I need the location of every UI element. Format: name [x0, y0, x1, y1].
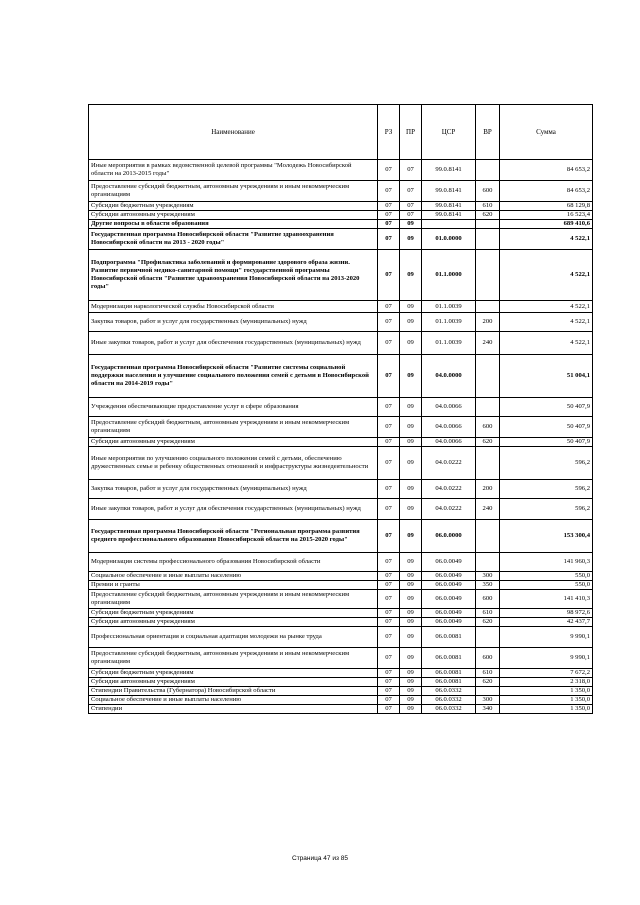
header-name: Наименование [89, 105, 378, 160]
table-row [89, 609, 593, 618]
table-row [89, 627, 593, 648]
cell-name: Предоставление субсидий бюджетным, автономным учреждениям и иным некоммерческим организациям [89, 417, 378, 438]
cell-sum: 68 129,8 [500, 202, 593, 211]
cell-pr: 09 [400, 669, 422, 678]
cell-pr: 09 [400, 438, 422, 447]
cell-rz: 07 [378, 181, 400, 202]
cell-vr: 350 [476, 581, 500, 590]
cell-pr: 09 [400, 447, 422, 480]
cell-sum: 51 004,1 [500, 355, 593, 398]
cell-sum: 9 990,1 [500, 627, 593, 648]
cell-rz: 07 [378, 211, 400, 220]
header-pr: ПР [400, 105, 422, 160]
cell-csr: 06.0.0049 [422, 590, 476, 609]
cell-rz: 07 [378, 627, 400, 648]
cell-name: Государственная программа Новосибирской области "Региональная программа развития среднего профессионального образования Новосибирской области на 2015-2020 годы" [89, 520, 378, 553]
table-row [89, 480, 593, 499]
cell-vr: 340 [476, 705, 500, 714]
cell-sum: 596,2 [500, 480, 593, 499]
table-row [89, 160, 593, 181]
cell-pr: 09 [400, 696, 422, 705]
cell-csr: 01.1.0000 [422, 250, 476, 301]
cell-sum: 50 407,9 [500, 438, 593, 447]
cell-sum: 1 350,0 [500, 687, 593, 696]
cell-pr: 09 [400, 687, 422, 696]
cell-sum: 7 672,2 [500, 669, 593, 678]
cell-vr: 620 [476, 678, 500, 687]
cell-name: Учреждения обеспечивающие предоставление услуг в сфере образования [89, 398, 378, 417]
cell-rz: 07 [378, 220, 400, 229]
cell-rz: 07 [378, 687, 400, 696]
cell-vr: 610 [476, 609, 500, 618]
cell-rz: 07 [378, 332, 400, 355]
cell-name: Закупка товаров, работ и услуг для государственных (муниципальных) нужд [89, 480, 378, 499]
cell-pr: 09 [400, 313, 422, 332]
cell-name: Субсидии автономным учреждениям [89, 438, 378, 447]
cell-name: Профессиональная ориентация и социальная адаптация молодежи на рынке труда [89, 627, 378, 648]
header-rz: РЗ [378, 105, 400, 160]
cell-name: Субсидии бюджетным учреждениям [89, 669, 378, 678]
table-row [89, 687, 593, 696]
cell-sum: 596,2 [500, 447, 593, 480]
table-row [89, 398, 593, 417]
cell-csr [422, 220, 476, 229]
cell-csr: 06.0.0049 [422, 609, 476, 618]
cell-vr [476, 553, 500, 572]
cell-name: Субсидии автономным учреждениям [89, 211, 378, 220]
cell-vr [476, 220, 500, 229]
cell-csr: 06.0.0081 [422, 648, 476, 669]
cell-name: Стипендии Правительства (Губернатора) Новосибирской области [89, 687, 378, 696]
cell-csr: 06.0.0332 [422, 687, 476, 696]
cell-vr: 240 [476, 499, 500, 520]
cell-name: Модернизация наркологической службы Новосибирской области [89, 301, 378, 313]
cell-rz: 07 [378, 301, 400, 313]
cell-name: Субсидии автономным учреждениям [89, 678, 378, 687]
table-row [89, 520, 593, 553]
cell-rz: 07 [378, 553, 400, 572]
cell-csr: 06.0.0081 [422, 678, 476, 687]
table-row [89, 417, 593, 438]
cell-pr: 09 [400, 332, 422, 355]
cell-vr: 620 [476, 438, 500, 447]
cell-vr [476, 687, 500, 696]
cell-name: Премии и гранты [89, 581, 378, 590]
table-row [89, 553, 593, 572]
table-row [89, 669, 593, 678]
cell-csr: 01.1.0039 [422, 313, 476, 332]
cell-csr: 06.0.0049 [422, 618, 476, 627]
cell-sum: 84 653,2 [500, 181, 593, 202]
cell-vr [476, 627, 500, 648]
cell-rz: 07 [378, 313, 400, 332]
cell-pr: 07 [400, 211, 422, 220]
cell-pr: 07 [400, 160, 422, 181]
cell-name: Субсидии бюджетным учреждениям [89, 609, 378, 618]
table-row [89, 229, 593, 250]
table-row [89, 499, 593, 520]
cell-csr: 06.0.0049 [422, 581, 476, 590]
cell-pr: 09 [400, 553, 422, 572]
cell-name: Закупка товаров, работ и услуг для государственных (муниципальных) нужд [89, 313, 378, 332]
table-row [89, 696, 593, 705]
cell-sum: 141 410,3 [500, 590, 593, 609]
cell-pr: 07 [400, 202, 422, 211]
cell-sum: 4 522,1 [500, 313, 593, 332]
cell-sum: 550,0 [500, 581, 593, 590]
cell-name: Государственная программа Новосибирской области "Развитие здравоохранения Новосибирской области на 2013 - 2020 годы" [89, 229, 378, 250]
cell-pr: 09 [400, 417, 422, 438]
cell-name: Иные мероприятия в рамках ведомственной целевой программы "Молодежь Новосибирской области на 2013-2015 годы" [89, 160, 378, 181]
cell-pr: 07 [400, 181, 422, 202]
cell-sum: 98 972,6 [500, 609, 593, 618]
cell-pr: 09 [400, 627, 422, 648]
cell-sum: 689 410,6 [500, 220, 593, 229]
cell-name: Стипендии [89, 705, 378, 714]
cell-rz: 07 [378, 250, 400, 301]
cell-rz: 07 [378, 355, 400, 398]
cell-sum: 4 522,1 [500, 250, 593, 301]
cell-csr: 04.0.0222 [422, 499, 476, 520]
cell-vr [476, 355, 500, 398]
cell-rz: 07 [378, 202, 400, 211]
cell-vr: 300 [476, 572, 500, 581]
cell-name: Социальное обеспечение и иные выплаты населению [89, 696, 378, 705]
cell-name: Субсидии автономным учреждениям [89, 618, 378, 627]
cell-rz: 07 [378, 678, 400, 687]
cell-sum: 4 522,1 [500, 229, 593, 250]
cell-vr: 600 [476, 590, 500, 609]
cell-pr: 09 [400, 590, 422, 609]
cell-rz: 07 [378, 669, 400, 678]
table-row [89, 220, 593, 229]
header-csr: ЦСР [422, 105, 476, 160]
cell-pr: 09 [400, 648, 422, 669]
table-row [89, 313, 593, 332]
cell-vr [476, 398, 500, 417]
cell-pr: 09 [400, 705, 422, 714]
table-header-row [89, 105, 593, 160]
table-row [89, 211, 593, 220]
cell-rz: 07 [378, 438, 400, 447]
table-row [89, 648, 593, 669]
cell-rz: 07 [378, 618, 400, 627]
cell-rz: 07 [378, 581, 400, 590]
cell-rz: 07 [378, 417, 400, 438]
cell-pr: 09 [400, 398, 422, 417]
cell-rz: 07 [378, 609, 400, 618]
cell-pr: 09 [400, 355, 422, 398]
cell-vr: 600 [476, 181, 500, 202]
cell-name: Субсидии бюджетным учреждениям [89, 202, 378, 211]
cell-sum: 4 522,1 [500, 301, 593, 313]
cell-csr: 06.0.0332 [422, 696, 476, 705]
table-row [89, 181, 593, 202]
cell-csr: 06.0.0000 [422, 520, 476, 553]
cell-csr: 99.0.8141 [422, 160, 476, 181]
cell-sum: 50 407,9 [500, 417, 593, 438]
table-row [89, 618, 593, 627]
table-row [89, 581, 593, 590]
cell-rz: 07 [378, 572, 400, 581]
cell-vr: 200 [476, 480, 500, 499]
cell-name: Другие вопросы в области образования [89, 220, 378, 229]
cell-sum: 4 522,1 [500, 332, 593, 355]
cell-csr: 04.0.0066 [422, 417, 476, 438]
table-row [89, 202, 593, 211]
cell-pr: 09 [400, 220, 422, 229]
table-row [89, 332, 593, 355]
cell-pr: 09 [400, 520, 422, 553]
cell-rz: 07 [378, 590, 400, 609]
cell-name: Подпрограмма "Профилактика заболеваний и формирование здорового образа жизни. Развитие первичной медико-санитарной помощи" государственной программы Новосибирской области "Развитие здравоохранения Новосибирской области на 2013-2020 годы" [89, 250, 378, 301]
cell-sum: 550,0 [500, 572, 593, 581]
cell-pr: 09 [400, 609, 422, 618]
cell-vr: 620 [476, 211, 500, 220]
cell-csr: 04.0.0222 [422, 480, 476, 499]
cell-sum: 9 990,1 [500, 648, 593, 669]
cell-vr: 200 [476, 313, 500, 332]
table-row [89, 438, 593, 447]
cell-vr: 600 [476, 648, 500, 669]
cell-csr: 04.0.0066 [422, 398, 476, 417]
cell-rz: 07 [378, 648, 400, 669]
cell-csr: 01.1.0039 [422, 301, 476, 313]
cell-rz: 07 [378, 398, 400, 417]
cell-csr: 06.0.0081 [422, 669, 476, 678]
cell-pr: 09 [400, 572, 422, 581]
cell-sum: 50 407,9 [500, 398, 593, 417]
cell-rz: 07 [378, 447, 400, 480]
cell-rz: 07 [378, 705, 400, 714]
cell-csr: 01.0.0000 [422, 229, 476, 250]
cell-pr: 09 [400, 250, 422, 301]
cell-vr: 600 [476, 417, 500, 438]
cell-pr: 09 [400, 480, 422, 499]
cell-name: Социальное обеспечение и иные выплаты населению [89, 572, 378, 581]
cell-csr: 99.0.8141 [422, 202, 476, 211]
cell-csr: 99.0.8141 [422, 181, 476, 202]
cell-name: Иные мероприятия по улучшению социального положения семей с детьми, обеспечению дружественных семье и ребенку общественных отношений и инфраструктуры жизнедеятельности [89, 447, 378, 480]
cell-vr [476, 250, 500, 301]
cell-rz: 07 [378, 520, 400, 553]
cell-sum: 1 350,0 [500, 705, 593, 714]
cell-csr: 06.0.0049 [422, 553, 476, 572]
cell-sum: 16 523,4 [500, 211, 593, 220]
cell-sum: 2 318,0 [500, 678, 593, 687]
cell-rz: 07 [378, 696, 400, 705]
cell-sum: 596,2 [500, 499, 593, 520]
cell-csr: 01.1.0039 [422, 332, 476, 355]
budget-table [88, 104, 593, 714]
cell-csr: 06.0.0049 [422, 572, 476, 581]
cell-sum: 153 300,4 [500, 520, 593, 553]
cell-csr: 04.0.0222 [422, 447, 476, 480]
cell-rz: 07 [378, 160, 400, 181]
cell-vr [476, 520, 500, 553]
cell-rz: 07 [378, 480, 400, 499]
cell-pr: 09 [400, 229, 422, 250]
table-row [89, 250, 593, 301]
table-row [89, 355, 593, 398]
cell-csr: 06.0.0332 [422, 705, 476, 714]
cell-vr [476, 229, 500, 250]
cell-csr: 06.0.0081 [422, 627, 476, 648]
cell-pr: 09 [400, 581, 422, 590]
cell-vr [476, 301, 500, 313]
table-row [89, 301, 593, 313]
table-row [89, 705, 593, 714]
cell-pr: 09 [400, 301, 422, 313]
cell-name: Модернизация системы профессионального образования Новосибирской области [89, 553, 378, 572]
cell-name: Иные закупки товаров, работ и услуг для обеспечения государственных (муниципальных) нужд [89, 499, 378, 520]
cell-sum: 84 653,2 [500, 160, 593, 181]
cell-vr [476, 447, 500, 480]
cell-pr: 09 [400, 618, 422, 627]
cell-pr: 09 [400, 678, 422, 687]
cell-name: Предоставление субсидий бюджетным, автономным учреждениям и иным некоммерческим организациям [89, 648, 378, 669]
cell-vr: 610 [476, 202, 500, 211]
table-row [89, 572, 593, 581]
cell-vr: 610 [476, 669, 500, 678]
cell-sum: 42 437,7 [500, 618, 593, 627]
cell-csr: 04.0.0000 [422, 355, 476, 398]
cell-vr: 300 [476, 696, 500, 705]
header-vr: ВР [476, 105, 500, 160]
cell-rz: 07 [378, 499, 400, 520]
header-sum: Сумма [500, 105, 593, 160]
cell-sum: 141 960,3 [500, 553, 593, 572]
cell-vr: 240 [476, 332, 500, 355]
table-row [89, 678, 593, 687]
cell-csr: 99.0.8141 [422, 211, 476, 220]
cell-name: Предоставление субсидий бюджетным, автономным учреждениям и иным некоммерческим организациям [89, 181, 378, 202]
cell-name: Предоставление субсидий бюджетным, автономным учреждениям и иным некоммерческим организациям [89, 590, 378, 609]
table-row [89, 447, 593, 480]
cell-rz: 07 [378, 229, 400, 250]
cell-sum: 1 350,0 [500, 696, 593, 705]
table-row [89, 590, 593, 609]
cell-name: Иные закупки товаров, работ и услуг для обеспечения государственных (муниципальных) нужд [89, 332, 378, 355]
cell-name: Государственная программа Новосибирской области "Развитие системы социальной поддержки населения и улучшение социального положения семей с детьми в Новосибирской области на 2014-2019 годы" [89, 355, 378, 398]
page-number: Страница 47 из 85 [292, 855, 348, 862]
cell-vr [476, 160, 500, 181]
cell-csr: 04.0.0066 [422, 438, 476, 447]
cell-pr: 09 [400, 499, 422, 520]
cell-vr: 620 [476, 618, 500, 627]
